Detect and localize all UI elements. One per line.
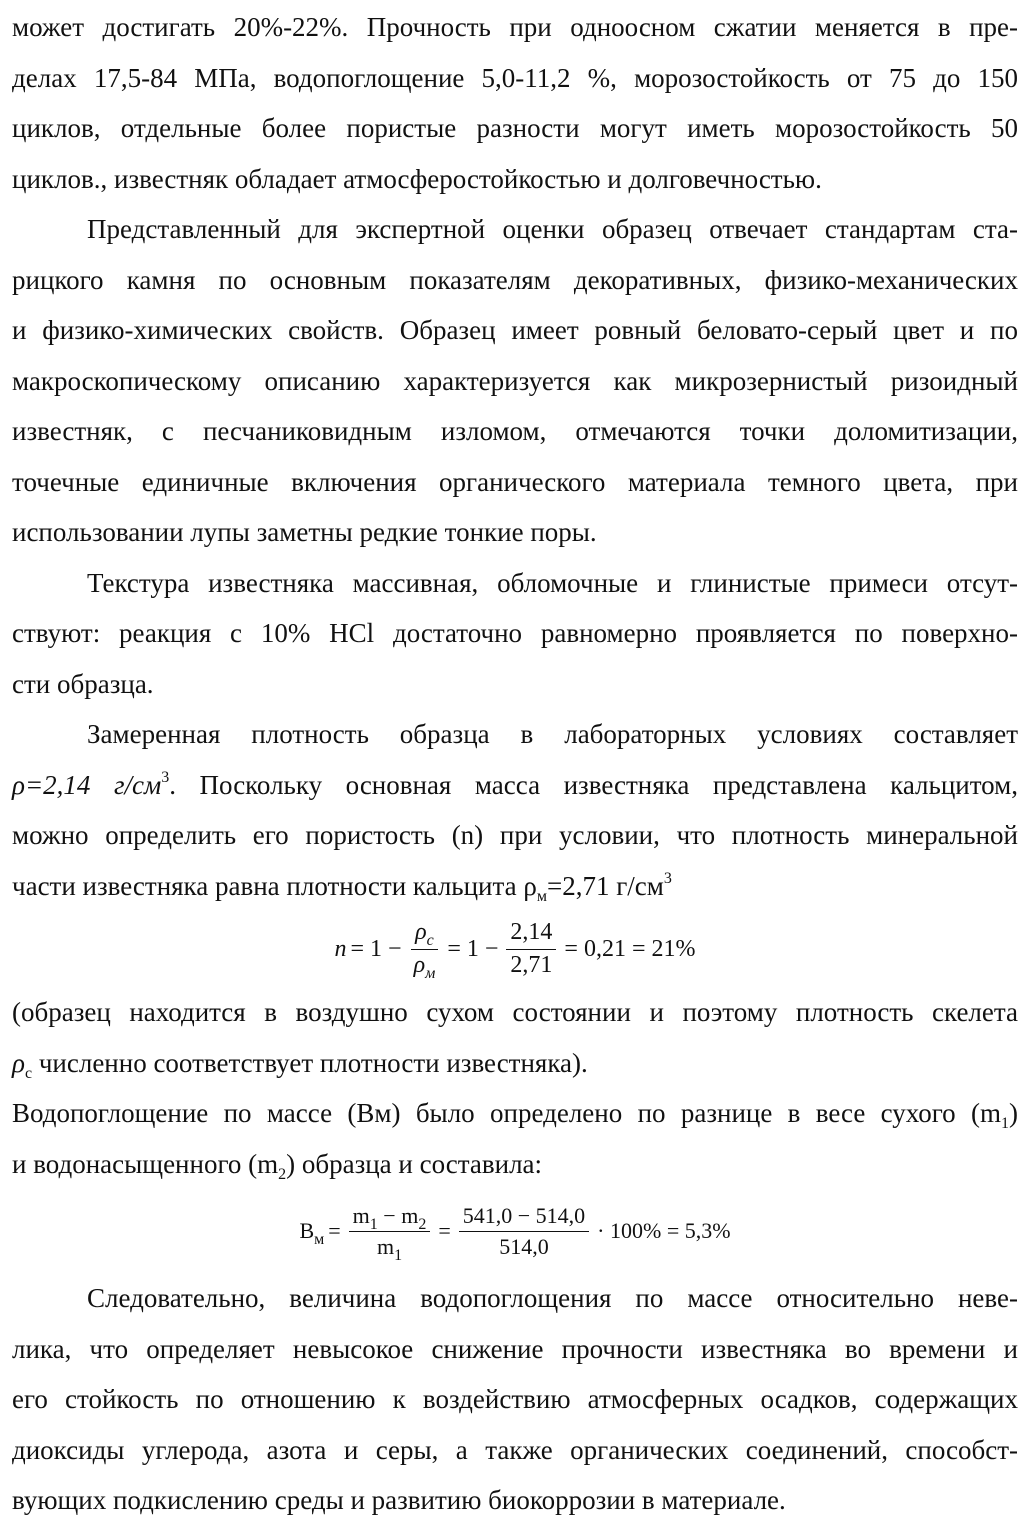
fraction-denominator [410,950,440,980]
formula-variable [299,1218,325,1248]
subscript: м [314,1231,325,1248]
porosity-formula [12,915,1018,983]
fraction-denominator: 514,0 [499,1233,549,1259]
text-line: делах 17,5-84 МПа, водопоглощение 5,0-11,2 %, морозостойкость от 75 до 150 [12,62,1018,93]
fraction-numerator: 541,0 − 514,0 [459,1203,589,1231]
formula-symbol: − m [377,1203,419,1229]
formula-operator: = [328,1218,341,1243]
subscript: 1 [369,1216,378,1234]
text-line: диоксиды углерода, азота и серы, а также органических соединений, способст- [12,1434,1018,1465]
text-line: рицкого камня по основным показателям декоративных, физико-механических [12,264,1018,295]
superscript: 3 [161,768,170,786]
subscript: c [426,931,434,949]
subscript: м [536,887,547,905]
subscript: 1 [394,1246,403,1264]
formula-fraction [349,1203,431,1264]
text-line: вующих подкислению среды и развитию биокоррозии в материале. [12,1485,786,1515]
formula-operator: = 1 − [447,935,499,962]
formula-variable: n [334,935,347,962]
superscript: 3 [663,869,672,887]
formula-symbol: m [376,1233,395,1259]
document-page [12,0,1018,1526]
formula-symbol: m [352,1203,370,1229]
text-line: макроскопическому описанию характеризуется как микрозернистый ризоидный [12,365,1018,396]
text-line: циклов, отдельные более пористые разности могут иметь морозостойкость 50 [12,113,1018,143]
text-fragment: Водопоглощение по массе (Вм) было определено по разнице в весе сухого (m [12,1098,1001,1128]
text-line: циклов., известняк обладает атмосферостойкостью и долговечностью. [12,163,822,194]
subscript: 2 [418,1216,427,1234]
fraction-denominator [373,1232,406,1264]
text-fragment: части известняка равна плотности кальцита ρ [12,870,537,901]
paragraph-sample-description [12,204,1018,558]
formula-operator: = [438,1218,451,1243]
paragraph-dry-state-note [12,987,1018,1088]
text-line [12,1139,1018,1190]
fraction-numerator [349,1203,431,1234]
text-line: известняк, с песчаниковидным изломом, отмечаются точки доломитизации, [12,416,1018,446]
text-line [12,1088,1018,1139]
fraction-numerator: 2,14 [506,919,556,950]
paragraph-water-absorption [12,1088,1018,1189]
formula-result: = 0,21 = 21% [564,935,696,962]
text-line: и физико-химических свойств. Образец имеет ровный беловато-серый цвет и по [12,315,1018,345]
text-fragment: численно соответствует плотности известняка). [32,1047,588,1078]
text-line: его стойкость по отношению к воздействию атмосферных осадков, содержащих [12,1384,1018,1414]
text-line: (образец находится в воздушно сухом состоянии и поэтому плотность скелета [12,997,1018,1027]
subscript: 2 [278,1165,287,1183]
text-line: Замеренная плотность образца в лабораторных условиях составляет [87,719,1018,749]
formula-operator: = 1 − [350,935,402,962]
formula-symbol: В [299,1218,315,1243]
text-line: Текстура известняка массивная, обломочные и глинистые примеси отсут- [87,567,1018,598]
subscript: с [24,1064,33,1082]
fraction-denominator: 2,71 [510,951,553,978]
paragraph-texture [12,558,1018,710]
paragraph-density [12,709,1018,911]
text-fragment: =2,71 г/см [546,870,664,901]
text-line: сти образца. [12,668,154,699]
formula-result: · 100% = 5,3% [597,1218,731,1243]
density-value: ρ=2,14 г/см [12,769,162,800]
text-line: ствуют: реакция с 10% HCl достаточно равномерно проявляется по поверхно- [12,618,1018,648]
formula-fraction [459,1203,589,1259]
text-line [12,1038,1018,1089]
text-line: Следовательно, величина водопоглощения по массе относительно неве- [87,1283,1018,1313]
text-line: точечные единичные включения органического материала темного цвета, при [12,466,1018,497]
rho-symbol: ρ [415,918,427,945]
text-fragment: ) [1009,1098,1018,1128]
rho-symbol: ρ [12,1047,25,1078]
text-fragment: ) образца и составила: [286,1148,543,1179]
fraction-numerator [411,919,438,950]
paragraph-strength-properties [12,2,1018,204]
text-line: можно определить его пористость (n) при условии, что плотность минеральной [12,820,1018,850]
subscript: м [425,964,436,982]
subscript: 1 [1001,1115,1009,1132]
text-line [12,760,1018,811]
formula-fraction [506,919,556,979]
water-absorption-formula [12,1197,1018,1265]
rho-symbol: ρ [413,951,426,978]
text-line: использовании лупы заметны редкие тонкие поры. [12,517,597,547]
text-line: лика, что определяет невысокое снижение прочности известняка во времени и [12,1333,1018,1364]
text-fragment: . Поскольку основная масса известняка представлена кальцитом, [169,769,1018,800]
text-fragment: и водонасыщенного (m [12,1148,279,1179]
text-line [12,861,1018,912]
paragraph-conclusion [12,1273,1018,1526]
text-line: Представленный для экспертной оценки образец отвечает стандартам ста- [87,214,1018,244]
formula-fraction [410,918,440,982]
text-line: может достигать 20%-22%. Прочность при одноосном сжатии меняется в пре- [12,12,1018,42]
